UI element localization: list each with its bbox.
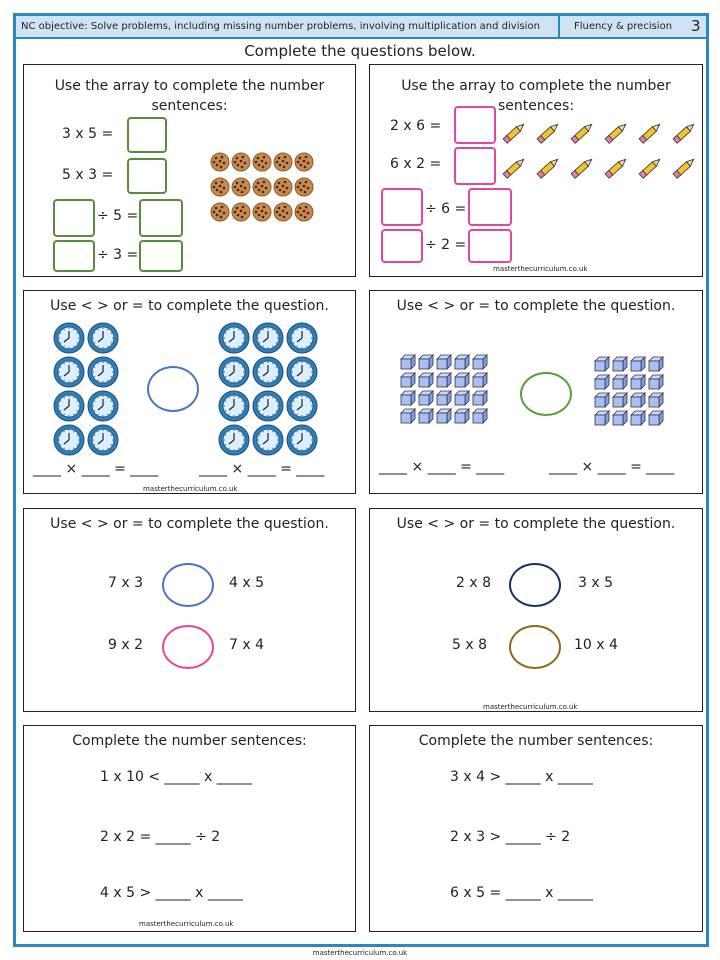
panel-title: Use the array to complete the number sentences: <box>54 78 325 114</box>
cookie-icon <box>253 203 271 221</box>
comparison-oval[interactable] <box>162 563 214 607</box>
panel-compare-clocks <box>23 290 356 494</box>
clock-icon <box>253 391 283 421</box>
cube-array-left <box>401 355 493 431</box>
cookie-icon <box>253 153 271 171</box>
cube-icon <box>649 393 663 407</box>
panel-number-sentences-2 <box>369 725 703 932</box>
comparison-oval[interactable] <box>520 372 572 416</box>
instruction: Complete the questions below. <box>244 42 476 60</box>
pencil-icon <box>639 122 662 143</box>
answer-box[interactable] <box>53 199 95 237</box>
answer-box[interactable] <box>127 117 167 153</box>
answer-box[interactable] <box>53 240 95 272</box>
cookie-icon <box>295 178 313 196</box>
expression-right: 4 x 5 <box>229 575 264 591</box>
cookie-icon <box>211 153 229 171</box>
clock-icon <box>219 323 249 353</box>
expression-right: 10 x 4 <box>574 637 618 653</box>
comparison-oval[interactable] <box>509 625 561 669</box>
clock-icon <box>219 425 249 455</box>
number-sentence[interactable]: 6 x 5 = _____ x _____ <box>450 885 593 901</box>
answer-box[interactable] <box>381 229 423 263</box>
division-by-6: ÷ 6 = <box>425 201 467 217</box>
division-by-2: ÷ 2 = <box>425 237 467 253</box>
equation-3x5: 3 x 5 = <box>62 126 114 142</box>
comparison-oval[interactable] <box>162 625 214 669</box>
panel-compare-cubes <box>369 290 703 494</box>
panel-title: Complete the number sentences: <box>72 733 307 749</box>
panel-compare-expressions-2 <box>369 508 703 712</box>
pencil-icon <box>571 122 594 143</box>
clock-icon <box>88 391 118 421</box>
multiplication-blank-left: ____ × ____ = ____ <box>379 459 505 475</box>
cube-icon <box>401 409 415 423</box>
equation-2x6: 2 x 6 = <box>390 118 442 134</box>
panel-array-pencils <box>369 64 703 277</box>
footer-watermark: masterthecurriculum.co.uk <box>312 949 408 957</box>
cube-icon <box>419 355 433 369</box>
answer-box[interactable] <box>468 188 512 226</box>
cookie-icon <box>274 203 292 221</box>
number-sentence[interactable]: 1 x 10 < _____ x _____ <box>100 769 252 785</box>
panel-array-cookies <box>23 64 356 277</box>
pencil-icon <box>571 157 594 178</box>
panel-number-sentences-1 <box>23 725 356 932</box>
pencil-icon <box>537 122 560 143</box>
cube-icon <box>613 393 627 407</box>
panel-title: Use < > or = to complete the question. <box>50 298 329 314</box>
multiplication-blank-right: ____ × ____ = ____ <box>199 461 325 477</box>
expression-left: 7 x 3 <box>108 575 143 591</box>
cube-icon <box>649 375 663 389</box>
answer-box[interactable] <box>468 229 512 263</box>
watermark: masterthecurriculum.co.uk <box>143 485 238 493</box>
pencil-icon <box>503 157 526 178</box>
cookie-icon <box>274 178 292 196</box>
clock-icon <box>54 357 84 387</box>
cube-icon <box>455 391 469 405</box>
clock-icon <box>287 357 317 387</box>
cube-icon <box>401 373 415 387</box>
pencil-icon <box>673 157 696 178</box>
multiplication-blank-left: ____ × ____ = ____ <box>33 461 159 477</box>
comparison-oval[interactable] <box>147 366 199 412</box>
cube-icon <box>455 355 469 369</box>
pencil-array <box>502 121 698 185</box>
cookie-icon <box>295 203 313 221</box>
cube-icon <box>401 391 415 405</box>
clock-icon <box>54 323 84 353</box>
watermark: masterthecurriculum.co.uk <box>483 703 578 711</box>
cube-icon <box>649 411 663 425</box>
nc-objective: NC objective: Solve problems, including missing number problems, involving multiplication and division <box>21 21 540 32</box>
clock-icon <box>287 323 317 353</box>
cube-icon <box>401 355 415 369</box>
cube-icon <box>595 357 609 371</box>
number-sentence[interactable]: 2 x 3 > _____ ÷ 2 <box>450 829 571 845</box>
clock-icon <box>54 425 84 455</box>
cube-icon <box>473 355 487 369</box>
comparison-oval[interactable] <box>509 563 561 607</box>
answer-box[interactable] <box>381 188 423 226</box>
page-number: 3 <box>691 17 701 35</box>
cookie-icon <box>232 203 250 221</box>
clock-array-right <box>219 323 323 459</box>
expression-right: 7 x 4 <box>229 637 264 653</box>
cube-icon <box>437 391 451 405</box>
cookie-icon <box>211 178 229 196</box>
answer-box[interactable] <box>139 240 183 272</box>
cube-icon <box>595 411 609 425</box>
cookie-icon <box>232 153 250 171</box>
cube-icon <box>437 409 451 423</box>
cookie-icon <box>232 178 250 196</box>
cookie-icon <box>274 153 292 171</box>
cube-icon <box>419 409 433 423</box>
watermark: masterthecurriculum.co.uk <box>493 265 588 273</box>
cube-icon <box>595 375 609 389</box>
cookie-icon <box>211 203 229 221</box>
panel-compare-expressions-1 <box>23 508 356 712</box>
equation-5x3: 5 x 3 = <box>62 167 114 183</box>
number-sentence[interactable]: 2 x 2 = _____ ÷ 2 <box>100 829 221 845</box>
clock-icon <box>287 425 317 455</box>
pencil-icon <box>605 122 628 143</box>
cube-icon <box>419 391 433 405</box>
cube-icon <box>631 411 645 425</box>
division-by-3: ÷ 3 = <box>97 247 139 263</box>
answer-box[interactable] <box>454 106 496 144</box>
equation-6x2: 6 x 2 = <box>390 156 442 172</box>
division-by-5: ÷ 5 = <box>97 208 139 224</box>
cube-icon <box>473 373 487 387</box>
pencil-icon <box>673 122 696 143</box>
pencil-icon <box>605 157 628 178</box>
panel-title: Use < > or = to complete the question. <box>50 516 329 532</box>
cube-icon <box>437 373 451 387</box>
cube-icon <box>631 375 645 389</box>
answer-box[interactable] <box>454 147 496 185</box>
clock-icon <box>219 391 249 421</box>
cube-icon <box>473 391 487 405</box>
cube-icon <box>613 375 627 389</box>
expression-left: 2 x 8 <box>456 575 491 591</box>
cube-icon <box>473 409 487 423</box>
panel-title: Complete the number sentences: <box>418 733 654 749</box>
cube-icon <box>649 357 663 371</box>
cube-icon <box>455 409 469 423</box>
cube-icon <box>419 373 433 387</box>
clock-icon <box>253 357 283 387</box>
cube-icon <box>631 357 645 371</box>
answer-box[interactable] <box>127 158 167 194</box>
pencil-icon <box>537 157 560 178</box>
cube-icon <box>455 373 469 387</box>
clock-icon <box>88 425 118 455</box>
section-label: Fluency & precision <box>574 21 673 32</box>
answer-box[interactable] <box>139 199 183 237</box>
cube-icon <box>437 355 451 369</box>
number-sentence[interactable]: 3 x 4 > _____ x _____ <box>450 769 593 785</box>
clock-icon <box>54 391 84 421</box>
cube-icon <box>595 393 609 407</box>
panel-title: Use < > or = to complete the question. <box>396 516 676 532</box>
cube-array-right <box>595 357 669 433</box>
expression-right: 3 x 5 <box>578 575 613 591</box>
cookie-icon <box>253 178 271 196</box>
pencil-icon <box>503 122 526 143</box>
panel-title: Use the array to complete the number sentences: <box>401 78 671 114</box>
expression-left: 5 x 8 <box>452 637 487 653</box>
clock-icon <box>253 323 283 353</box>
clock-array-left <box>54 323 126 459</box>
number-sentence[interactable]: 4 x 5 > _____ x _____ <box>100 885 243 901</box>
header-divider <box>558 16 560 38</box>
cube-icon <box>613 357 627 371</box>
panel-title: Use < > or = to complete the question. <box>396 298 676 314</box>
header-bar <box>13 13 709 39</box>
clock-icon <box>253 425 283 455</box>
clock-icon <box>219 357 249 387</box>
clock-icon <box>88 323 118 353</box>
clock-icon <box>88 357 118 387</box>
multiplication-blank-right: ____ × ____ = ____ <box>549 459 675 475</box>
cube-icon <box>631 393 645 407</box>
pencil-icon <box>639 157 662 178</box>
cube-icon <box>613 411 627 425</box>
clock-icon <box>287 391 317 421</box>
cookie-icon <box>295 153 313 171</box>
cookie-array <box>210 153 320 225</box>
watermark: masterthecurriculum.co.uk <box>139 920 234 928</box>
expression-left: 9 x 2 <box>108 637 143 653</box>
